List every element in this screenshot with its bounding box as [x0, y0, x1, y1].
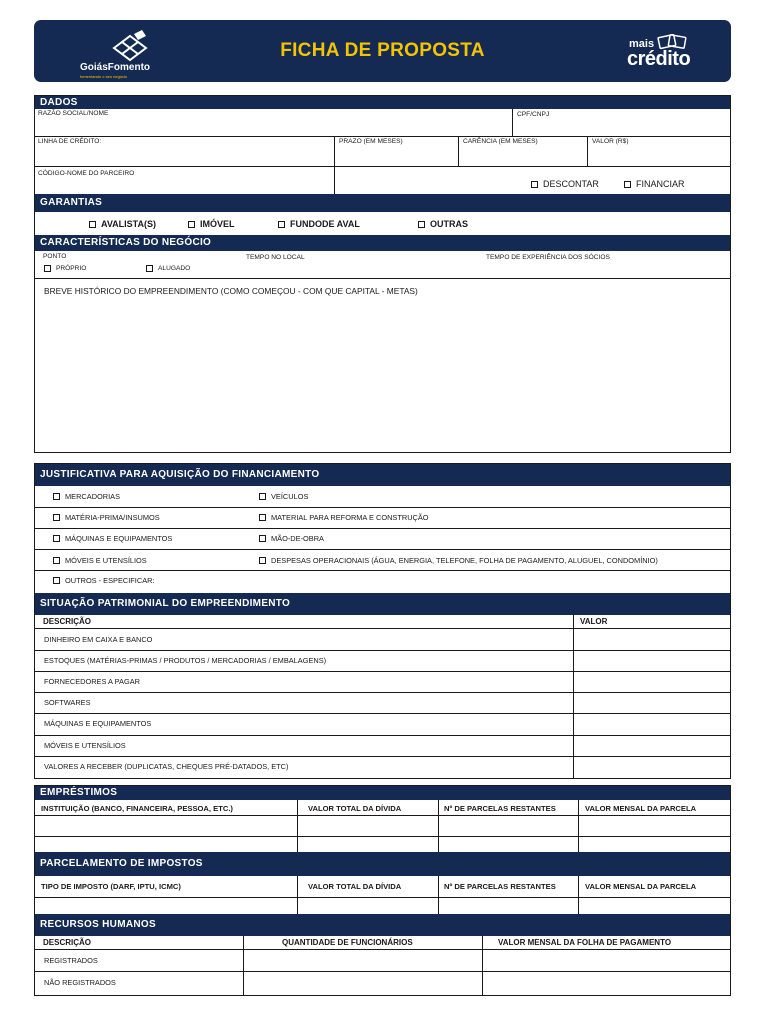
garantia-fundo-aval-label: FUNDODE AVAL [290, 219, 360, 229]
tempo-experiencia-label: TEMPO DE EXPERIÊNCIA DOS SÓCIOS [486, 254, 610, 261]
impostos-heading: PARCELAMENTO DE IMPOSTOS [35, 852, 730, 876]
checkbox-icon [278, 221, 285, 228]
rh-quantidade-field[interactable] [245, 951, 480, 969]
cpf-cnpj-label: CPF/CNPJ [517, 111, 550, 118]
rh-quantidade-field[interactable] [245, 973, 480, 993]
emprestimo-instituicao-field[interactable] [36, 817, 295, 834]
ponto-alugado-label: ALUGADO [158, 265, 191, 272]
garantia-avalista-label: AVALISTA(S) [101, 219, 156, 229]
checkbox-icon [53, 535, 60, 542]
rh-col-valor-folha: VALOR MENSAL DA FOLHA DE PAGAMENTO [498, 938, 672, 947]
just-mao-de-obra-checkbox[interactable] [259, 534, 324, 543]
just-materia-prima-label: MATÉRIA-PRIMA/INSUMOS [65, 513, 160, 522]
codigo-parceiro-field[interactable] [40, 180, 332, 192]
garantias-heading: GARANTIAS [35, 194, 730, 212]
patrimonio-valor-field[interactable] [576, 652, 728, 669]
tempo-local-label: TEMPO NO LOCAL [246, 254, 305, 261]
header-banner [34, 20, 731, 82]
garantia-imovel-checkbox[interactable] [188, 219, 235, 229]
emprestimos-col-instituicao: INSTITUIÇÃO (BANCO, FINANCEIRA, PESSOA, ETC.) [41, 804, 233, 813]
checkbox-icon [259, 514, 266, 521]
patrimonio-valor-field[interactable] [576, 630, 728, 648]
descontar-label: DESCONTAR [543, 179, 599, 189]
valor-label: VALOR (R$) [592, 138, 629, 145]
just-despesas-label: DESPESAS OPERACIONAIS (ÁGUA, ENERGIA, TELEFONE, FOLHA DE PAGAMENTO, ALUGUEL, CONDOMÍNIO) [271, 556, 658, 565]
rh-row: NÃO REGISTRADOS [44, 978, 116, 987]
carencia-field[interactable] [461, 148, 585, 164]
mais-credito-logo [627, 34, 719, 74]
ponto-alugado-checkbox[interactable] [146, 265, 190, 272]
just-maquinas-label: MÁQUINAS E EQUIPAMENTOS [65, 534, 173, 543]
garantia-fundo-aval-checkbox[interactable] [278, 219, 360, 229]
ponto-label: PONTO [43, 253, 67, 260]
patrimonio-row: MÓVEIS E UTENSÍLIOS [44, 741, 126, 750]
linha-credito-label: LINHA DE CRÉDITO: [38, 138, 102, 145]
impostos-col-valor-total: VALOR TOTAL DA DÍVIDA [308, 882, 402, 891]
justificativa-heading: JUSTIFICATIVA PARA AQUISIÇÃO DO FINANCIAMENTO [35, 464, 730, 486]
mais-credito-big: crédito [627, 48, 691, 70]
checkbox-icon [259, 557, 266, 564]
just-mercadorias-checkbox[interactable] [53, 492, 120, 501]
rh-col-descricao: DESCRIÇÃO [43, 938, 92, 947]
checkbox-icon [44, 265, 51, 272]
patrimonio-row: ESTOQUES (MATÉRIAS-PRIMAS / PRODUTOS / MERCADORIAS / EMBALAGENS) [44, 656, 327, 665]
goiasfomento-tagline: fomentando o seu negócio [80, 74, 128, 79]
valor-field[interactable] [590, 148, 728, 164]
emprestimo-instituicao-field[interactable] [36, 838, 295, 852]
historico-textarea[interactable] [40, 300, 726, 448]
financiar-checkbox[interactable] [624, 179, 685, 189]
just-materia-prima-checkbox[interactable] [53, 513, 160, 522]
rh-valor-folha-field[interactable] [484, 973, 728, 993]
checkbox-icon [624, 181, 631, 188]
garantia-outras-checkbox[interactable] [418, 219, 468, 229]
checkbox-icon [53, 577, 60, 584]
checkbox-icon [89, 221, 96, 228]
just-outros-checkbox[interactable] [53, 576, 155, 585]
prazo-field[interactable] [337, 148, 456, 164]
patrimonio-col-valor: VALOR [580, 617, 608, 626]
checkbox-icon [53, 557, 60, 564]
descontar-checkbox[interactable] [531, 179, 599, 189]
patrimonio-valor-field[interactable] [576, 694, 728, 711]
emprestimos-col-parcelas: Nº DE PARCELAS RESTANTES [444, 804, 556, 813]
just-veiculos-label: VEÍCULOS [271, 492, 309, 501]
patrimonio-row: DINHEIRO EM CAIXA E BANCO [44, 635, 153, 644]
patrimonio-row: VALORES A RECEBER (DUPLICATAS, CHEQUES PRÉ-DATADOS, ETC) [44, 762, 289, 771]
impostos-col-parcelas: Nº DE PARCELAS RESTANTES [444, 882, 556, 891]
prazo-label: PRAZO (EM MESES) [339, 138, 403, 145]
patrimonio-valor-field[interactable] [576, 673, 728, 690]
rh-row: REGISTRADOS [44, 956, 98, 965]
checkbox-icon [188, 221, 195, 228]
impostos-col-valor-mensal: VALOR MENSAL DA PARCELA [585, 882, 697, 891]
impostos-col-tipo: TIPO DE IMPOSTO (DARF, IPTU, ICMC) [41, 882, 181, 891]
checkbox-icon [259, 535, 266, 542]
checkbox-icon [53, 493, 60, 500]
patrimonio-row: FORNECEDORES A PAGAR [44, 677, 140, 686]
rh-col-quantidade: QUANTIDADE DE FUNCIONÁRIOS [282, 938, 413, 947]
just-veiculos-checkbox[interactable] [259, 492, 308, 501]
garantia-avalista-checkbox[interactable] [89, 219, 156, 229]
patrimonio-valor-field[interactable] [576, 737, 728, 754]
garantia-outras-label: OUTRAS [430, 219, 468, 229]
imposto-tipo-field[interactable] [36, 899, 295, 913]
linha-credito-field[interactable] [40, 148, 332, 164]
checkbox-icon [146, 265, 153, 272]
garantia-imovel-label: IMÓVEL [200, 219, 235, 229]
razao-social-label: RAZÃO SOCIAL/NOME [38, 110, 109, 117]
patrimonio-row: MÁQUINAS E EQUIPAMENTOS [44, 719, 152, 728]
just-mao-de-obra-label: MÃO-DE-OBRA [271, 534, 324, 543]
rh-valor-folha-field[interactable] [484, 951, 728, 969]
just-outros-label: OUTROS - ESPECIFICAR: [65, 576, 155, 585]
historico-label: BREVE HISTÓRICO DO EMPREENDIMENTO (COMO COMEÇOU - COM QUE CAPITAL - METAS) [44, 286, 418, 296]
checkbox-icon [418, 221, 425, 228]
just-material-reforma-checkbox[interactable] [259, 513, 429, 522]
just-moveis-label: MÓVEIS E UTENSÍLIOS [65, 556, 147, 565]
checkbox-icon [259, 493, 266, 500]
dados-heading: DADOS [35, 96, 730, 109]
just-maquinas-checkbox[interactable] [53, 534, 172, 543]
just-despesas-checkbox[interactable] [259, 556, 658, 565]
codigo-parceiro-label: CÓDIGO-NOME DO PARCEIRO [38, 170, 135, 177]
financiar-label: FINANCIAR [636, 179, 685, 189]
patrimonio-col-descricao: DESCRIÇÃO [43, 617, 92, 626]
cpf-cnpj-field[interactable] [515, 120, 727, 134]
patrimonio-valor-field[interactable] [576, 758, 728, 776]
checkbox-icon [531, 181, 538, 188]
razao-social-field[interactable] [40, 120, 510, 134]
patrimonio-row: SOFTWARES [44, 698, 91, 707]
just-moveis-checkbox[interactable] [53, 556, 147, 565]
just-material-reforma-label: MATERIAL PARA REFORMA E CONSTRUÇÃO [271, 513, 429, 522]
emprestimos-col-valor-total: VALOR TOTAL DA DÍVIDA [308, 804, 402, 813]
emprestimos-col-valor-mensal: VALOR MENSAL DA PARCELA [585, 804, 697, 813]
page-title: FICHA DE PROPOSTA [280, 40, 485, 61]
goiasfomento-name: GoiásFomento [80, 62, 151, 73]
negocio-heading: CARACTERÍSTICAS DO NEGÓCIO [35, 235, 730, 251]
mais-credito-small: mais [629, 38, 655, 50]
just-mercadorias-label: MERCADORIAS [65, 492, 121, 501]
rh-heading: RECURSOS HUMANOS [35, 914, 730, 936]
carencia-label: CARÊNCIA (EM MESES) [463, 138, 538, 145]
ponto-proprio-checkbox[interactable] [44, 265, 86, 272]
checkbox-icon [53, 514, 60, 521]
emprestimos-heading: EMPRÉSTIMOS [35, 786, 730, 800]
patrimonio-heading: SITUAÇÃO PATRIMONIAL DO EMPREENDIMENTO [35, 593, 730, 615]
patrimonio-valor-field[interactable] [576, 715, 728, 733]
ponto-proprio-label: PRÓPRIO [56, 265, 87, 272]
